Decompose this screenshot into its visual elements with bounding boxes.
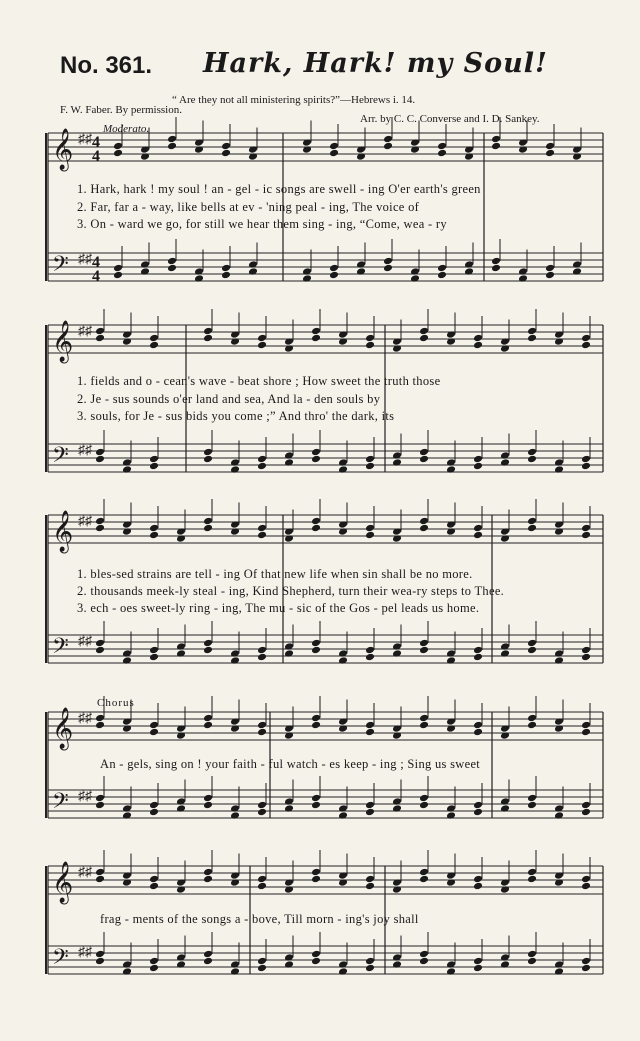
note-head [95, 517, 105, 526]
note-head [419, 517, 429, 526]
note-head [527, 517, 537, 526]
note-head [149, 964, 159, 973]
note-head [419, 448, 429, 457]
note-head [95, 639, 105, 648]
note-head [473, 462, 483, 471]
note-head [365, 964, 375, 973]
note-head [257, 531, 267, 540]
note-head [383, 142, 393, 151]
treble-clef-icon: 𝄞 [52, 862, 74, 903]
note-head [365, 801, 375, 810]
note-head [203, 868, 213, 877]
note-head [527, 875, 537, 884]
time-signature: 4 [92, 254, 100, 271]
note-head [203, 646, 213, 655]
time-signature: 4 [92, 268, 100, 285]
note-head [95, 957, 105, 966]
bass-clef-icon: 𝄢 [52, 945, 69, 975]
note-head [419, 334, 429, 343]
note-head [419, 327, 429, 336]
bass-clef-icon: 𝄢 [52, 252, 69, 282]
note-head [581, 341, 591, 350]
treble-clef-icon: 𝄞 [52, 511, 74, 552]
note-head [113, 142, 123, 151]
hymn-title: Hark, Hark! my Soul! [203, 48, 548, 79]
treble-clef-icon: 𝄞 [52, 321, 74, 362]
note-head [257, 524, 267, 533]
note-head [365, 728, 375, 737]
note-head [311, 721, 321, 730]
note-head [257, 341, 267, 350]
note-head [545, 264, 555, 273]
lyric-line: An - gels, sing on ! your faith - ful watch - es keep - ing ; Sing us sweet [100, 757, 481, 771]
note-head [311, 714, 321, 723]
lyric-line: 1. Hark, hark ! my soul ! an - gel - ic songs are swell - ing O'er earth's green [77, 182, 481, 196]
note-head [581, 531, 591, 540]
note-head [365, 341, 375, 350]
note-head [473, 964, 483, 973]
note-head [203, 517, 213, 526]
note-head [365, 721, 375, 730]
note-head [329, 149, 339, 158]
bass-clef-icon: 𝄢 [52, 443, 69, 473]
note-head [473, 882, 483, 891]
note-head [581, 455, 591, 464]
note-head [581, 721, 591, 730]
note-head [365, 808, 375, 817]
note-head [365, 957, 375, 966]
note-head [149, 341, 159, 350]
note-head [473, 957, 483, 966]
note-head [95, 801, 105, 810]
note-head [149, 334, 159, 343]
note-head [473, 341, 483, 350]
note-head [419, 524, 429, 533]
note-head [257, 334, 267, 343]
note-head [257, 455, 267, 464]
note-head [581, 524, 591, 533]
sharp-icon: ♯♯ [78, 443, 92, 458]
note-head [473, 801, 483, 810]
note-head [203, 950, 213, 959]
note-head [473, 524, 483, 533]
note-head [149, 524, 159, 533]
note-head [149, 808, 159, 817]
note-head [203, 524, 213, 533]
time-signature: 4 [92, 134, 100, 151]
sharp-icon: ♯♯ [78, 789, 92, 804]
sharp-icon: ♯♯ [78, 865, 92, 880]
note-head [437, 142, 447, 151]
lyric-line: 2. thousands meek-ly steal - ing, Kind Shepherd, turn their wea-ry steps to Thee. [77, 584, 505, 598]
note-head [95, 646, 105, 655]
sharp-icon: ♯♯ [78, 711, 92, 726]
note-head [95, 714, 105, 723]
note-head [257, 462, 267, 471]
lyric-line: 1. fields and o - cean's wave - beat shore ; How sweet the truth those [77, 374, 441, 388]
note-head [527, 801, 537, 810]
note-head [527, 950, 537, 959]
bass-clef-icon: 𝄢 [52, 789, 69, 819]
note-head [149, 531, 159, 540]
note-head [437, 264, 447, 273]
note-head [473, 646, 483, 655]
lyric-line: 3. On - ward we go, for still we hear them sing - ing, “Come, wea - ry [77, 217, 447, 231]
note-head [149, 875, 159, 884]
note-head [419, 646, 429, 655]
note-head [473, 455, 483, 464]
note-head [581, 334, 591, 343]
note-head [149, 646, 159, 655]
note-head [95, 327, 105, 336]
note-head [581, 462, 591, 471]
lyric-line: frag - ments of the songs a - bove, Till morn - ing's joy shall [100, 912, 419, 926]
note-head [473, 808, 483, 817]
note-head [365, 531, 375, 540]
note-head [311, 875, 321, 884]
note-head [257, 646, 267, 655]
note-head [257, 721, 267, 730]
note-head [95, 950, 105, 959]
note-head [383, 257, 393, 266]
lyric-line: 2. Je - sus sounds o'er land and sea, And la - den souls by [77, 392, 381, 406]
lyric-line: 3. souls, for Je - sus bids you come ;” And thro' the dark, its [77, 409, 395, 423]
note-head [311, 794, 321, 803]
author-credit: F. W. Faber. By permission. [60, 104, 182, 116]
note-head [527, 448, 537, 457]
note-head [257, 808, 267, 817]
note-head [473, 653, 483, 662]
note-head [257, 801, 267, 810]
note-head [545, 271, 555, 280]
note-head [527, 646, 537, 655]
note-head [311, 646, 321, 655]
note-head [311, 524, 321, 533]
note-head [311, 639, 321, 648]
note-head [437, 271, 447, 280]
note-head [419, 950, 429, 959]
note-head [95, 794, 105, 803]
note-head [419, 875, 429, 884]
note-head [365, 882, 375, 891]
note-head [527, 868, 537, 877]
note-head [221, 264, 231, 273]
note-head [149, 728, 159, 737]
sharp-icon: ♯♯ [78, 324, 92, 339]
note-head [581, 646, 591, 655]
note-head [419, 868, 429, 877]
note-head [311, 334, 321, 343]
note-head [95, 868, 105, 877]
note-head [95, 455, 105, 464]
note-head [257, 964, 267, 973]
note-head [311, 868, 321, 877]
note-head [491, 264, 501, 273]
note-head [365, 646, 375, 655]
note-head [203, 639, 213, 648]
note-head [311, 327, 321, 336]
note-head [329, 142, 339, 151]
treble-clef-icon: 𝄞 [52, 708, 74, 749]
epigraph: “ Are they not all ministering spirits?”—Hebrews i. 14. [172, 94, 416, 106]
arranger-credit: Arr. by C. C. Converse and I. D. Sankey. [360, 113, 540, 125]
note-head [221, 142, 231, 151]
note-head [257, 957, 267, 966]
note-head [419, 721, 429, 730]
note-head [221, 271, 231, 280]
note-head [221, 149, 231, 158]
note-head [581, 653, 591, 662]
note-head [527, 639, 537, 648]
note-head [311, 448, 321, 457]
note-head [581, 957, 591, 966]
note-head [491, 142, 501, 151]
note-head [527, 721, 537, 730]
note-head [149, 957, 159, 966]
note-head [149, 801, 159, 810]
note-head [365, 653, 375, 662]
note-head [473, 875, 483, 884]
note-head [311, 517, 321, 526]
note-head [329, 264, 339, 273]
note-head [311, 801, 321, 810]
note-head [365, 455, 375, 464]
note-head [149, 455, 159, 464]
note-head [491, 135, 501, 144]
note-head [257, 728, 267, 737]
note-head [167, 257, 177, 266]
note-head [149, 882, 159, 891]
note-head [383, 264, 393, 273]
note-head [365, 334, 375, 343]
note-head [581, 801, 591, 810]
note-head [95, 875, 105, 884]
note-head [203, 327, 213, 336]
note-head [149, 462, 159, 471]
lyric-line: 1. bles-sed strains are tell - ing Of that new life when sin shall be no more. [77, 567, 473, 581]
note-head [581, 728, 591, 737]
note-head [473, 728, 483, 737]
note-head [113, 149, 123, 158]
chorus-label: Chorus [97, 697, 135, 709]
note-head [149, 721, 159, 730]
note-head [473, 531, 483, 540]
note-head [581, 808, 591, 817]
note-head [203, 801, 213, 810]
note-head [113, 271, 123, 280]
note-head [581, 964, 591, 973]
note-head [203, 455, 213, 464]
note-head [257, 653, 267, 662]
note-head [419, 714, 429, 723]
note-head [203, 875, 213, 884]
note-head [203, 334, 213, 343]
sharp-icon: ♯♯ [78, 514, 92, 529]
note-head [257, 875, 267, 884]
sharp-icon: ♯♯ [78, 634, 92, 649]
note-head [113, 264, 123, 273]
note-head [203, 957, 213, 966]
note-head [203, 448, 213, 457]
note-head [257, 882, 267, 891]
note-head [311, 455, 321, 464]
sharp-icon: ♯♯ [78, 945, 92, 960]
note-head [419, 455, 429, 464]
bass-clef-icon: 𝄢 [52, 634, 69, 664]
hymn-number: No. 361. [60, 52, 153, 79]
note-head [491, 257, 501, 266]
note-head [527, 957, 537, 966]
note-head [545, 149, 555, 158]
note-head [365, 875, 375, 884]
note-head [527, 334, 537, 343]
note-head [95, 334, 105, 343]
note-head [167, 142, 177, 151]
note-head [473, 334, 483, 343]
note-head [527, 455, 537, 464]
note-head [95, 721, 105, 730]
note-head [167, 264, 177, 273]
note-head [527, 524, 537, 533]
note-head [581, 882, 591, 891]
note-head [419, 801, 429, 810]
note-head [437, 149, 447, 158]
note-head [365, 462, 375, 471]
note-head [527, 794, 537, 803]
note-head [149, 653, 159, 662]
note-head [167, 135, 177, 144]
sharp-icon: ♯♯ [78, 132, 92, 147]
note-head [527, 714, 537, 723]
time-signature: 4 [92, 148, 100, 165]
lyric-line: 3. ech - oes sweet-ly ring - ing, The mu - sic of the Gos - pel leads us home. [77, 601, 480, 615]
tempo-marking: Moderato. [103, 123, 150, 135]
note-head [203, 794, 213, 803]
note-head [419, 957, 429, 966]
note-head [95, 448, 105, 457]
note-head [545, 142, 555, 151]
note-head [95, 524, 105, 533]
treble-clef-icon: 𝄞 [52, 129, 74, 170]
note-head [329, 271, 339, 280]
lyric-line: 2. Far, far a - way, like bells at ev - 'ning peal - ing, The voice of [77, 200, 420, 214]
note-head [581, 875, 591, 884]
note-head [527, 327, 537, 336]
note-head [311, 950, 321, 959]
note-head [383, 135, 393, 144]
note-head [419, 639, 429, 648]
note-head [365, 524, 375, 533]
sharp-icon: ♯♯ [78, 252, 92, 267]
note-head [419, 794, 429, 803]
note-head [203, 721, 213, 730]
note-head [311, 957, 321, 966]
note-head [203, 714, 213, 723]
note-head [473, 721, 483, 730]
